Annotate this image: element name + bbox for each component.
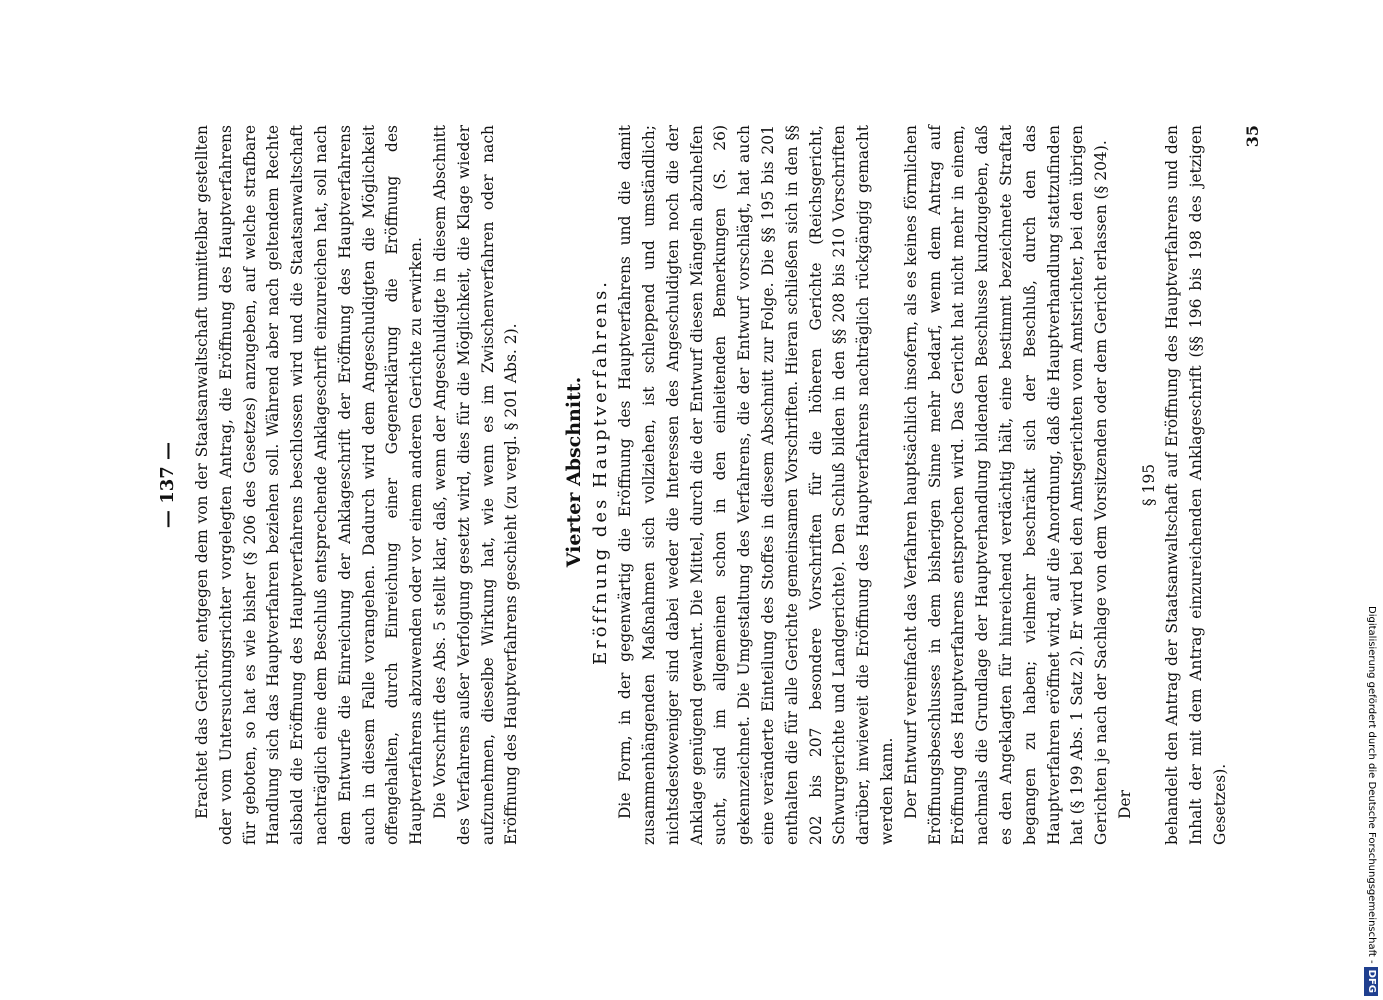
watermark-text: Digitalisierung gefördert durch die Deutsche Forschungsgemeinschaft -: [1366, 606, 1377, 964]
paragraph-form: Die Form, in der gegenwärtig die Eröffnung des Hauptverfahrens und die damit zusammenhängenden Maßnahmen sich vollziehen, ist schleppend und umständlich; nichtsdestoweniger sind dabei weder die Interessen des Angeschuldigten noch die der Anklage genügend gewahrt. Die Mittel, durch die der Entwurf diesen Mängeln abzuhelfen sucht, sind im allgemeinen schon in den einleitenden Bemerkungen (S. 26) gekennzeichnet. Die Umgestaltung des Verfahrens, die der Entwurf vorschlägt, hat auch eine veränderte Einteilung des Stoffes in diesem Abschnitt zur Folge. Die §§ 195 bis 201 enthalten die für alle Gerichte gemeinsamen Vorschriften. Hieran schließen sich in den §§ 202 bis 207 besondere Vorschriften für die höheren Gerichte (Reichsgericht, Schwurgerichte und Landgerichte). Den Schluß bilden in den §§ 208 bis 210 Vorschriften darüber, inwieweit die Eröffnung des Hauptverfahrens nachträglich rückgängig gemacht werden kann.: [616, 125, 896, 845]
rotated-document-page: [145, 125, 1275, 845]
dfg-watermark: [1362, 4, 1380, 996]
page-number: 35: [1243, 125, 1262, 148]
paragraph-erachtet: Erachtet das Gericht, entgegen dem von der Staatsanwaltschaft unmittelbar gestellten oder vom Untersuchungsrichter vorgelegten Antrag, die Eröffnung des Hauptverfahrens für geboten, so hat es wie bisher (§ 206 des Gesetzes) anzugeben, auf welche strafbare Handlung sich das Hauptverfahren beziehen soll. Während aber nach geltendem Rechte alsbald die Eröffnung des Hauptverfahrens beschlossen wird und die Staatsanwaltschaft nachträglich eine dem Beschluß entsprechende Anklageschrift einzureichen hat, soll nach dem Entwurfe die Einreichung der Anklageschrift der Eröffnung des Hauptverfahrens auch in diesem Falle vorangehen. Dadurch wird dem Angeschuldigten die Möglichkeit offengehalten, durch Einreichung einer Gegenerklärung die Eröffnung des Hauptverfahrens abzuwenden oder vor einem anderen Gerichte zu erwirken.: [193, 125, 426, 845]
paragraph-vorschrift: Die Vorschrift des Abs. 5 stellt klar, daß, wenn der Angeschuldigte in diesem Abschnitt des Verfahrens außer Verfolgung gesetzt wird, dies für die Möglichkeit, die Klage wieder aufzunehmen, dieselbe Wirkung hat, wie wenn es im Zwischenverfahren oder nach Eröffnung des Hauptverfahrens geschieht (zu vergl. § 201 Abs. 2).: [430, 125, 521, 845]
dfg-logo-icon: DFG: [1364, 967, 1378, 996]
paragraph-der: Der: [1115, 789, 1134, 819]
paragraph-mark-195: § 195: [1139, 463, 1158, 507]
page-footer: [1243, 125, 1262, 845]
document-body: [191, 125, 1233, 845]
paragraph-entwurf: Der Entwurf vereinfacht das Verfahren hauptsächlich insofern, als es keines förmlichen Eröffnungsbeschlusses in dem bisherigen Sinne mehr bedarf, wenn dem Antrag auf Eröffnung des Hauptverfahrens entsprochen wird. Das Gericht hat nicht mehr in einem, nachmals die Grundlage der Hauptverhandlung bildenden Beschlusse kundzugeben, daß es den Angeklagten für hinreichend verdächtig hält, eine bestimmt bezeichnete Straftat begangen zu haben; vielmehr beschränkt sich der Beschluß, durch den das Hauptverfahren eröffnet wird, auf die Anordnung, daß die Hauptverhandlung stattzufinden hat (§ 199 Abs. 1 Satz 2). Er wird bei den Amtsgerichten vom Amtsrichter, bei den übrigen Gerichten je nach der Sachlage von dem Vorsitzenden oder dem Gericht erlassen (§ 204).: [901, 125, 1111, 845]
section-heading: Vierter Abschnitt.: [563, 376, 586, 568]
section-subheading: Eröffnung des Hauptverfahrens.: [590, 278, 612, 666]
paragraph-behandelt: behandelt den Antrag der Staatsanwaltschaft auf Eröffnung des Hauptverfahrens und den Inhalt der mit dem Antrag einzureichenden Anklageschrift (§§ 196 bis 198 des jetzigen Gesetzes).: [1163, 125, 1230, 845]
page-header: — 137 —: [157, 441, 178, 529]
